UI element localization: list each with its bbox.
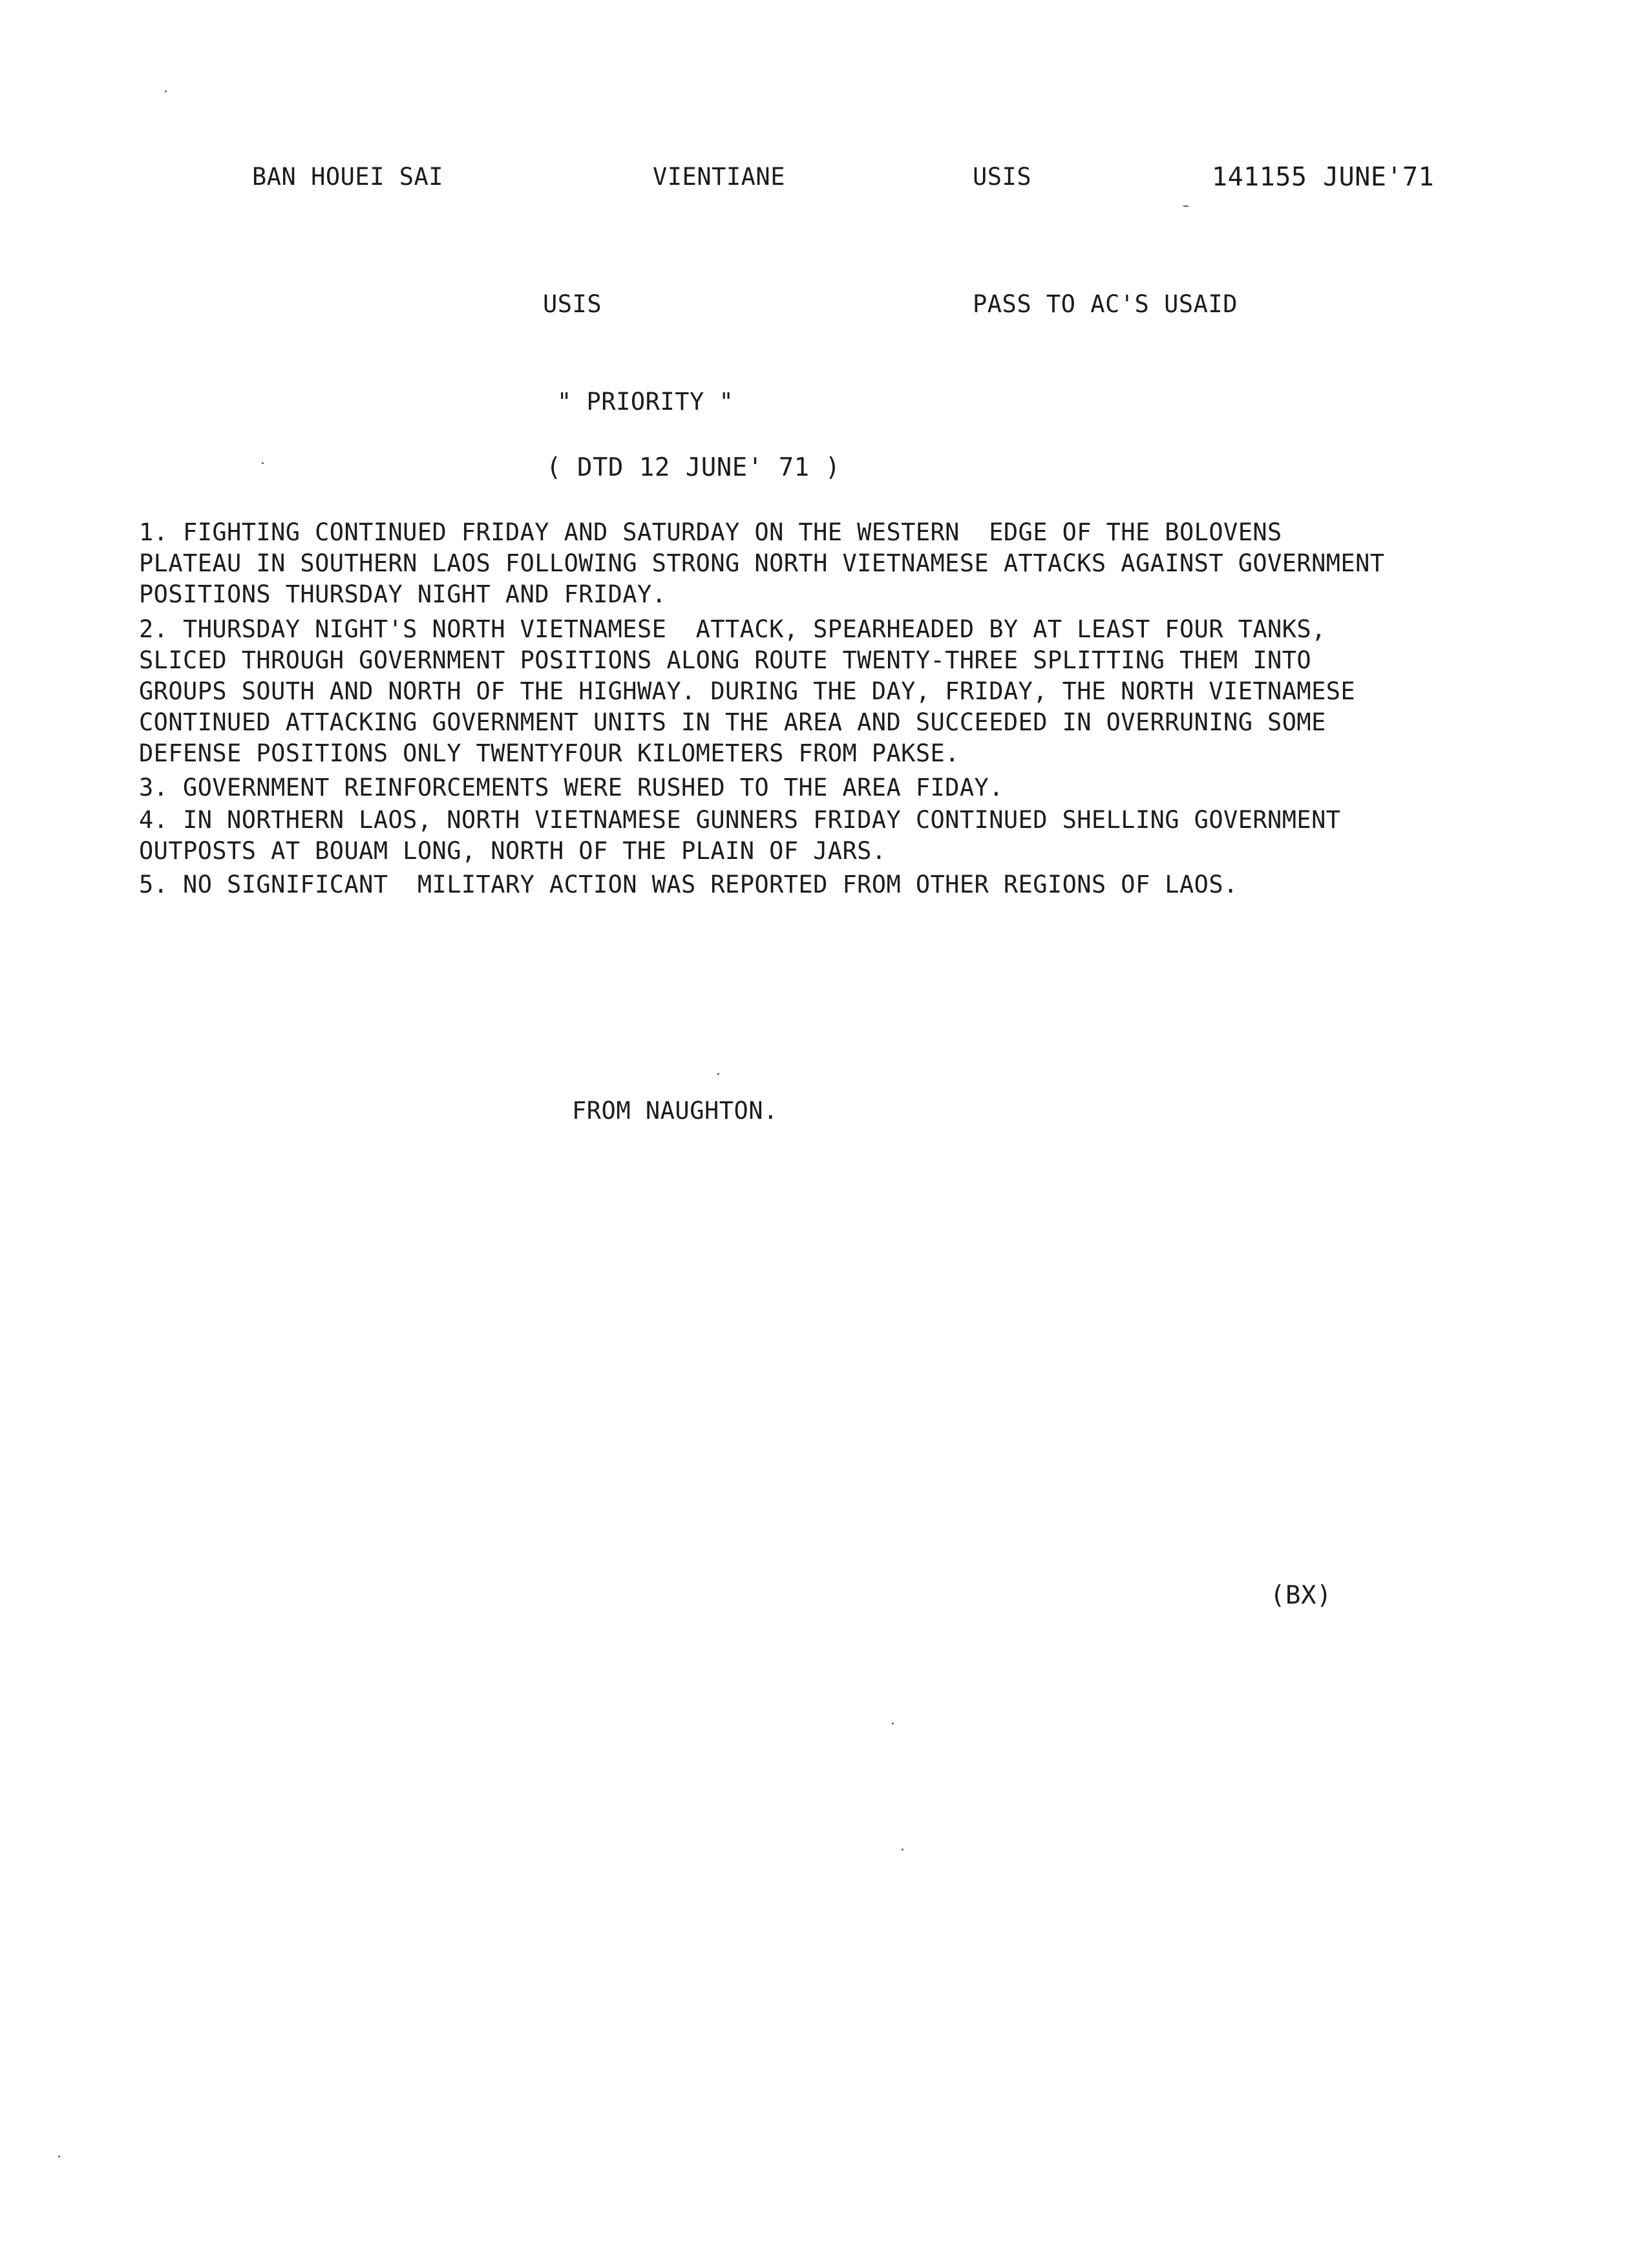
scan-speck (58, 2156, 60, 2157)
dated-line: ( DTD 12 JUNE' 71 ) (546, 453, 841, 482)
scan-speck (717, 1073, 719, 1075)
operator-initials: (BX) (1270, 1581, 1332, 1610)
scan-speck (1183, 206, 1189, 207)
scan-speck (902, 1849, 903, 1850)
scan-speck (165, 90, 167, 92)
routing-to: USIS (543, 290, 602, 318)
paragraph-1-line-3: POSITIONS THURSDAY NIGHT AND FRIDAY. (139, 580, 667, 608)
paragraph-1-line-1: 1. FIGHTING CONTINUED FRIDAY AND SATURDAY ON THE WESTERN EDGE OF THE BOLOVENS (139, 518, 1282, 546)
precedence-marking: " PRIORITY " (557, 388, 734, 416)
paragraph-3-line-1: 3. GOVERNMENT REINFORCEMENTS WERE RUSHED TO THE AREA FIDAY. (139, 774, 1004, 801)
agency-code: USIS (973, 163, 1032, 191)
routing-pass-to: PASS TO AC'S USAID (973, 290, 1238, 318)
paragraph-1-line-2: PLATEAU IN SOUTHERN LAOS FOLLOWING STRONG NORTH VIETNAMESE ATTACKS AGAINST GOVERNMENT (139, 549, 1385, 577)
destination-station: VIENTIANE (653, 163, 785, 191)
scan-speck (892, 1722, 894, 1724)
paragraph-2-line-1: 2. THURSDAY NIGHT'S NORTH VIETNAMESE ATTACK, SPEARHEADED BY AT LEAST FOUR TANKS, (139, 615, 1326, 643)
paragraph-2-line-3: GROUPS SOUTH AND NORTH OF THE HIGHWAY. DURING THE DAY, FRIDAY, THE NORTH VIETNAMESE (139, 677, 1356, 705)
paragraph-4-line-2: OUTPOSTS AT BOUAM LONG, NORTH OF THE PLAIN OF JARS. (139, 837, 887, 865)
paragraph-4-line-1: 4. IN NORTHERN LAOS, NORTH VIETNAMESE GUNNERS FRIDAY CONTINUED SHELLING GOVERNMENT (139, 806, 1341, 834)
origin-station: BAN HOUEI SAI (252, 163, 444, 191)
paragraph-2-line-4: CONTINUED ATTACKING GOVERNMENT UNITS IN THE AREA AND SUCCEEDED IN OVERRUNING SOME (139, 708, 1326, 736)
paragraph-5-line-1: 5. NO SIGNIFICANT MILITARY ACTION WAS REPORTED FROM OTHER REGIONS OF LAOS. (139, 871, 1238, 898)
paragraph-2-line-5: DEFENSE POSITIONS ONLY TWENTYFOUR KILOMETERS FROM PAKSE. (139, 739, 960, 767)
date-time-group: 141155 JUNE'71 (1212, 162, 1435, 192)
scan-speck (262, 462, 264, 464)
signature-line: FROM NAUGHTON. (572, 1097, 778, 1125)
paragraph-2-line-2: SLICED THROUGH GOVERNMENT POSITIONS ALONG ROUTE TWENTY-THREE SPLITTING THEM INTO (139, 646, 1312, 674)
